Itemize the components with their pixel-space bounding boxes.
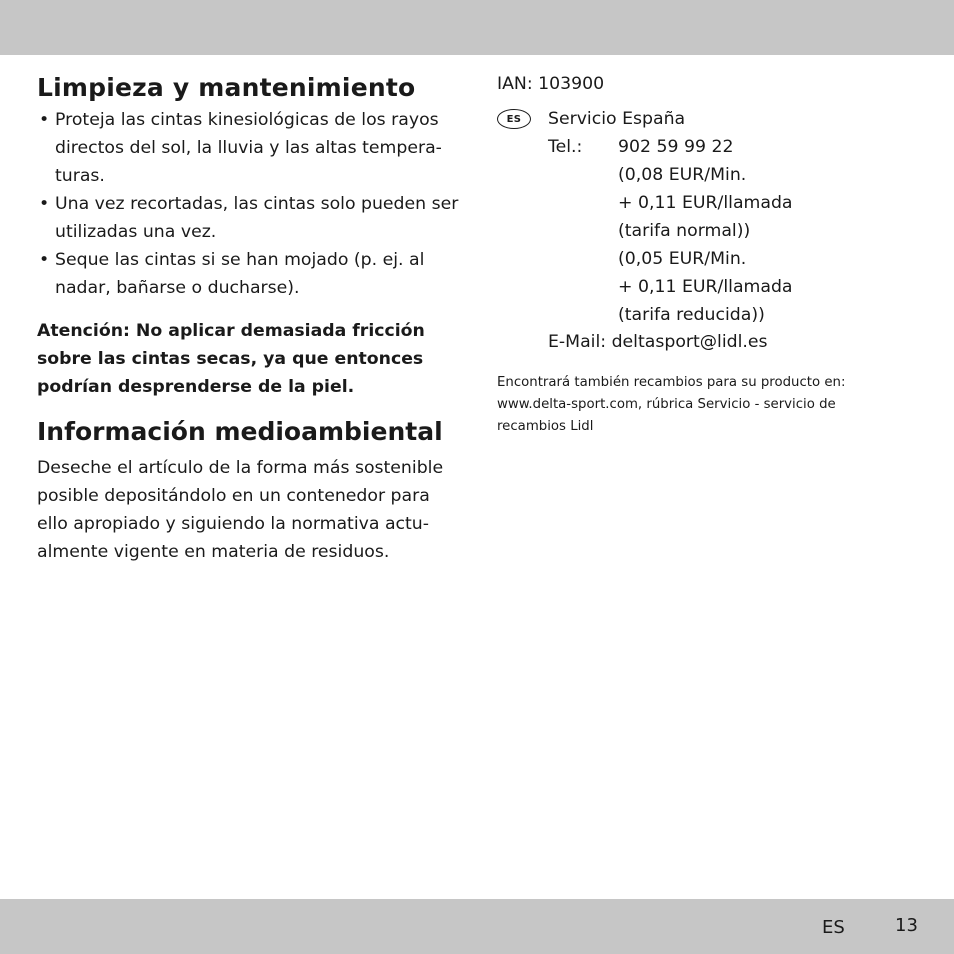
warning-text: Atención: No aplicar demasiada fricción sobre las cintas secas, ya que entonces podrían desprenderse de la piel.: [37, 321, 425, 397]
tariff-line: (0,05 EUR/Min.: [618, 249, 747, 269]
tel-label: Tel.:: [548, 137, 583, 157]
tariff-line: + 0,11 EUR/llamada: [618, 277, 793, 297]
heading-environmental-info: Información medioambiental: [37, 417, 443, 446]
header-band: [0, 0, 954, 55]
tariff-line: (0,08 EUR/Min.: [618, 165, 747, 185]
heading-cleaning-maintenance: Limpieza y mantenimiento: [37, 73, 416, 102]
service-country: Servicio España: [548, 109, 686, 129]
disposal-paragraph: Deseche el artículo de la forma más sostenible posible depositándolo en un contenedor para ello apropiado y siguiendo la normativa actu-almente vigente en materia de residuos.: [37, 458, 444, 562]
page-number: 13: [895, 915, 918, 936]
tariff-line: (tarifa reducida)): [618, 305, 765, 325]
ian-number: IAN: 103900: [497, 74, 605, 94]
tariff-line: + 0,11 EUR/llamada: [618, 193, 793, 213]
left-column: [37, 70, 462, 566]
email-line: E-Mail: deltasport@lidl.es: [548, 332, 768, 352]
list-item: • Proteja las cintas kinesiológicas de los rayos directos del sol, la lluvia y las altas tempera-turas.: [37, 106, 462, 190]
country-badge-icon: ES: [497, 109, 531, 129]
telephone-details: [618, 133, 793, 329]
list-item: • Seque las cintas si se han mojado (p. ej. al nadar, bañarse o ducharse).: [37, 246, 462, 302]
care-instructions-list: [37, 106, 462, 302]
spare-parts-note: Encontrará también recambios para su producto en: www.delta-sport.com, rúbrica Servicio - servicio de recambios Lidl: [497, 375, 846, 434]
footer-language: ES: [822, 917, 845, 938]
phone-number: 902 59 99 22: [618, 137, 734, 157]
list-item: • Una vez recortadas, las cintas solo pueden ser utilizadas una vez.: [37, 190, 462, 246]
footer-band: [0, 899, 954, 954]
tariff-line: (tarifa normal)): [618, 221, 751, 241]
